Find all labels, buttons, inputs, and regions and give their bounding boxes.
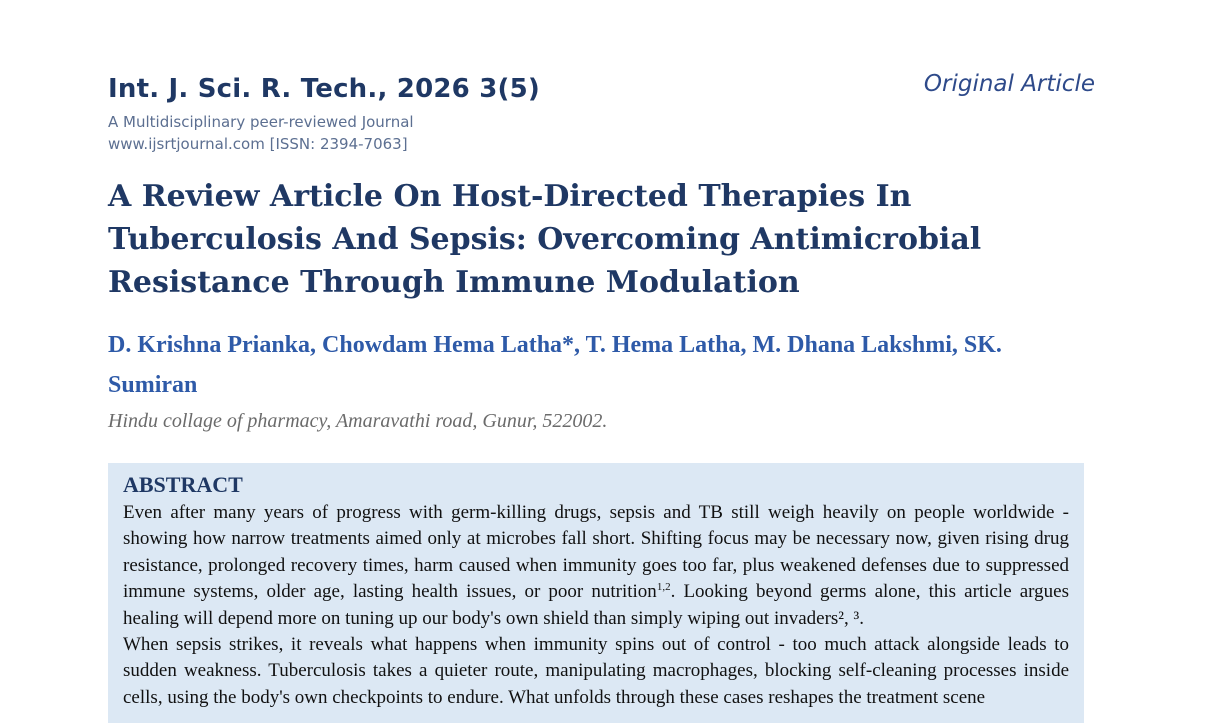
abstract-body [123, 500, 1069, 711]
article-title: A Review Article On Host-Directed Therapies In Tuberculosis And Sepsis: Overcoming Antimicrobial Resistance Through Immune Modulation [108, 179, 982, 300]
journal-website-link[interactable]: www.ijsrtjournal.com [ISSN: 2394-7063] [108, 135, 408, 153]
abstract-heading: ABSTRACT [123, 472, 243, 497]
abstract-paragraph-1 [123, 500, 1069, 632]
citation-superscript: 1,2 [656, 581, 671, 594]
abstract-section [108, 463, 1084, 723]
author-affiliation: Hindu collage of pharmacy, Amaravathi road, Gunur, 522002. [108, 410, 608, 432]
journal-citation: Int. J. Sci. R. Tech., 2026 3(5) [108, 74, 540, 104]
article-type-label: Original Article [923, 71, 1095, 97]
journal-description: A Multidisciplinary peer-reviewed Journal [108, 113, 414, 131]
abstract-p1-text-b: . Looking beyond germs alone, this article argues healing will depend more on tuning up our body's own shield than simply wiping out invaders², ³. [123, 581, 1069, 629]
abstract-paragraph-2: When sepsis strikes, it reveals what happens when immunity spins out of control - too much attack alongside leads to sudden weakness. Tuberculosis takes a quieter route, manipulating macrophages, blocking self-cleaning processes inside cells, using the body's own checkpoints to endure. What unfolds through these cases reshapes the treatment scene [123, 634, 1069, 708]
author-list: D. Krishna Prianka, Chowdam Hema Latha*, T. Hema Latha, M. Dhana Lakshmi, SK. Sumiran [108, 332, 1002, 398]
abstract-p1-text-a: Even after many years of progress with germ-killing drugs, sepsis and TB still weigh heavily on people worldwide - showing how narrow treatments aimed only at microbes fall short. Shifting focus may be necessary now, given rising drug resistance, prolonged recovery times, harm caused when immunity goes too far, plus weakened defenses due to suppressed immune systems, older age, lasting health issues, or poor nutrition [123, 502, 1069, 603]
